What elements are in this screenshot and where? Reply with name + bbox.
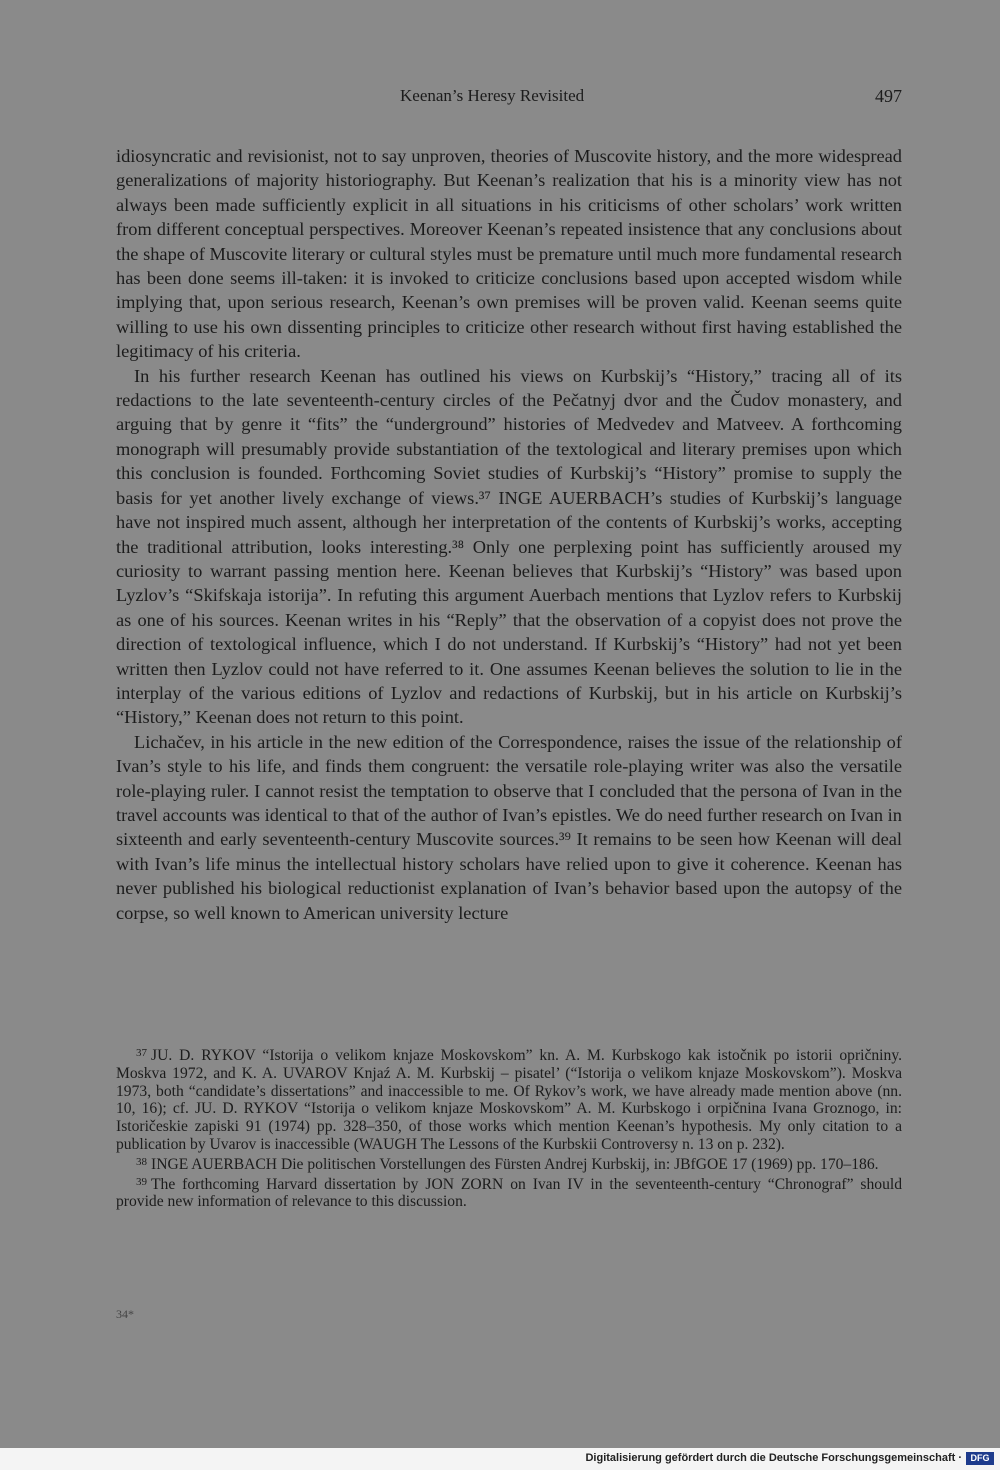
footnote-text: INGE AUERBACH Die politischen Vorstellungen des Fürsten Andrej Kurbskij, in: JBfGOE 17 (1969) pp. 170–186. xyxy=(151,1155,879,1173)
funding-footer xyxy=(0,1448,1000,1470)
running-title: Keenan’s Heresy Revisited xyxy=(400,86,585,105)
footnote-number: 38 xyxy=(136,1155,147,1168)
dfg-logo-icon: DFG xyxy=(966,1452,994,1465)
page-number: 497 xyxy=(875,86,902,106)
funding-text: Digitalisierung gefördert durch die Deutsche Forschungsgemeinschaft · xyxy=(585,1452,962,1464)
footnote-number: 39 xyxy=(136,1175,147,1188)
footnote-38 xyxy=(116,1154,902,1174)
footnote-39 xyxy=(116,1174,902,1212)
footnote-text: JU. D. RYKOV “Istorija o velikom knjaze Moskovskom” kn. A. M. Kurbskogo kak istočnik po istorii opričniny. Moskva 1972, and K. A. UVAROV Knjaź A. M. Kurbskij – pisatel’ (“Istorija o velikom knjaze Moskovskom”). Moskva 1973, both “candidate’s dissertations” and inaccessible to me. Of Rykov’s work, we have already made mention above (nn. 10, 16); cf. JU. D. RYKOV “Istorija o velikom knjaze Moskovskom” A. M. Kurbskogo i orpičnina Ivana Groznogo, in: Istoričeskie zapiski 91 (1974) pp. 328–350, of those works which mention Keenan’s hypothesis. My only citation to a publication by Uvarov is inaccessible (WAUGH The Lessons of the Kurbskii Controversy n. 13 on p. 232). xyxy=(116,1047,902,1153)
signature-mark: 34* xyxy=(116,1307,134,1321)
running-head xyxy=(0,86,1000,114)
footnotes xyxy=(116,1045,902,1211)
footnote-37 xyxy=(116,1045,902,1154)
main-text xyxy=(116,144,902,925)
body-paragraph-3: Lichačev, in his article in the new edition of the Correspondence, raises the issue of the relationship of Ivan’s style to his life, and finds them congruent: the versatile role-playing writer was also the versatile role-playing ruler. I cannot resist the temptation to observe that I concluded that the persona of Ivan in the travel accounts was identical to that of the author of Ivan’s epistles. We do need further research on Ivan in sixteenth and early seventeenth-century Muscovite sources.³⁹ It remains to be seen how Keenan will deal with Ivan’s life minus the intellectual history scholars have relied upon to give it coherence. Keenan has never published his biological reductionist explanation of Ivan’s behavior based upon the autopsy of the corpse, so well known to American university lecture xyxy=(116,731,902,923)
footnote-number: 37 xyxy=(136,1047,147,1059)
footnote-text: The forthcoming Harvard dissertation by JON ZORN on Ivan IV in the seventeenth-century “Chronograf” should provide new information of relevance to this discussion. xyxy=(116,1175,902,1211)
body-paragraph-2: In his further research Keenan has outlined his views on Kurbskij’s “History,” tracing all of its redactions to the late seventeenth-century circles of the Pečatnyj dvor and the Čudov monastery, and arguing that by genre it “fits” the “underground” histories of Medvedev and Matveev. A forthcoming monograph will presumably provide substantiation of the textological and literary premises upon which this conclusion is founded. Forthcoming Soviet studies of Kurbskij’s “History” promise to supply the basis for yet another lively exchange of views.³⁷ INGE AUERBACH’s studies of Kurbskij’s language have not inspired much assent, although her interpretation of the contents of Kurbskij’s works, accepting the traditional attribution, looks interesting.³⁸ Only one perplexing point has sufficiently aroused my curiosity to warrant passing mention here. Keenan believes that Kurbskij’s “History” was based upon Lyzlov’s “Skifskaja istorija”. In refuting this argument Auerbach mentions that Lyzlov refers to Kurbskij as one of his sources. Keenan writes in his “Reply” that the observation of a copyist does not prove the direction of textological influence, which I do not understand. If Kurbskij’s “History” had not yet been written then Lyzlov could not have referred to it. One assumes Keenan believes the solution to lie in the interplay of the various editions of Lyzlov and redactions of Kurbskij, but in his article on Kurbskij’s “History,” Keenan does not return to this point. xyxy=(116,365,902,728)
body-paragraph-1: idiosyncratic and revisionist, not to say unproven, theories of Muscovite history, and the more widespread generalizations of majority historiography. But Keenan’s realization that his is a minority view has not always been made sufficiently explicit in all situations in his criticisms of other scholars’ work written from different conceptual perspectives. Moreover Keenan’s repeated insistence that any conclusions about the shape of Muscovite literary or cultural styles must be premature until much more fundamental research has been done seems ill-taken: it is invoked to criticize conclusions based upon accepted wisdom while implying that, upon serious research, Keenan’s own premises will be proven valid. Keenan seems quite willing to use his own dissenting principles to criticize other research without first having established the legitimacy of his criteria. xyxy=(116,146,902,362)
